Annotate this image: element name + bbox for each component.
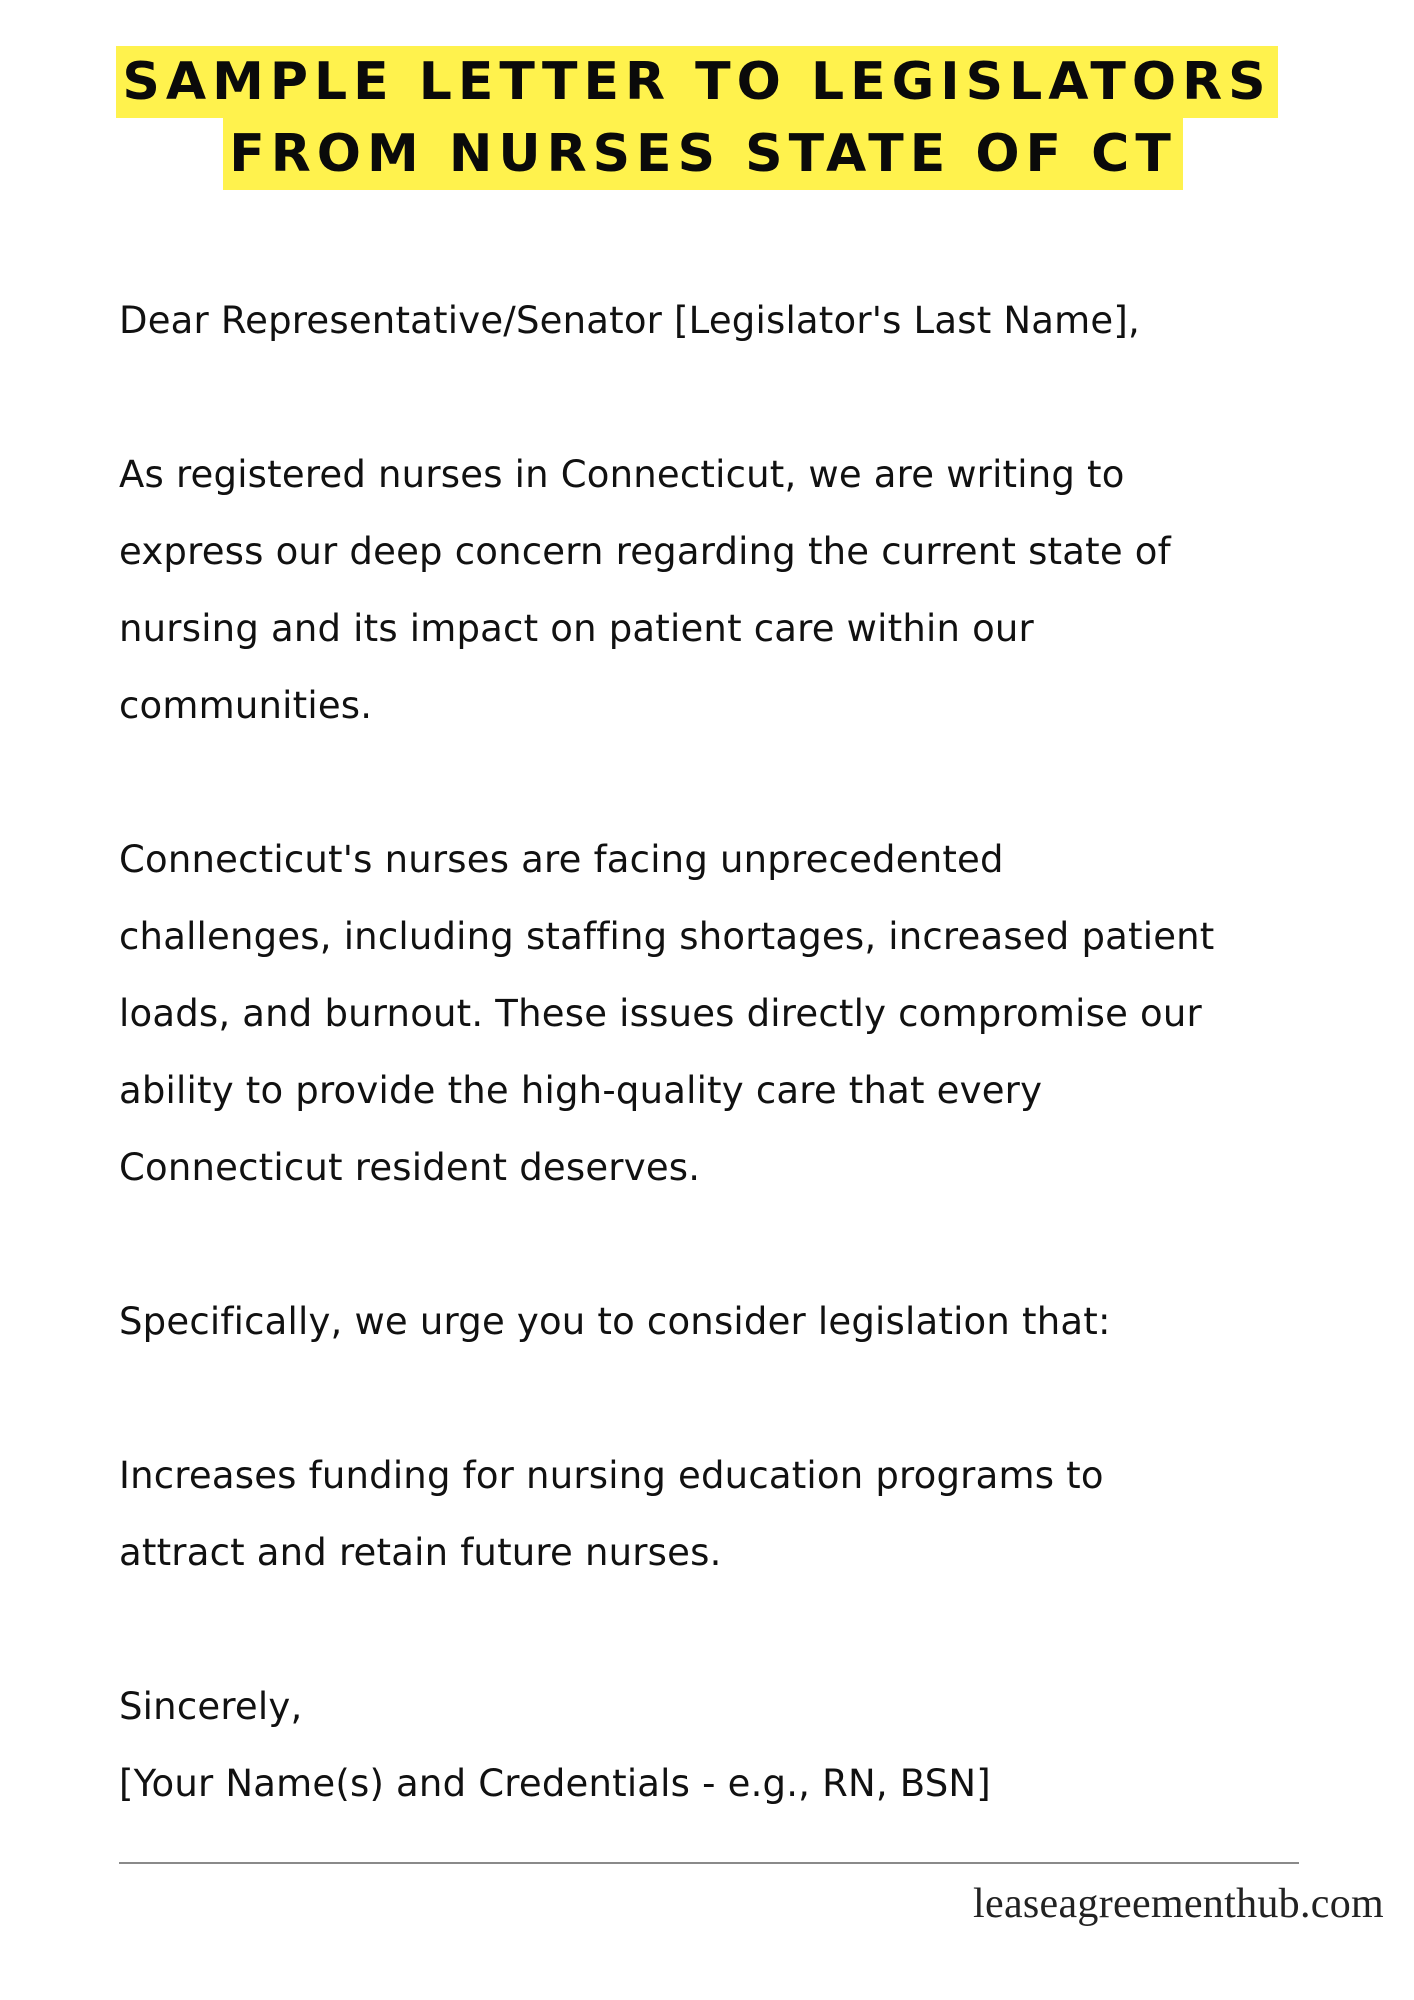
document-title — [0, 46, 1414, 190]
signature: [Your Name(s) and Credentials - e.g., RN, BSN] — [119, 1762, 991, 1805]
paragraph-urge: Specifically, we urge you to consider legislation that: — [119, 1300, 1111, 1343]
paragraph-line: ability to provide the high-quality care that every — [119, 1069, 1043, 1112]
paragraph-line: Connecticut's nurses are facing unprecedented — [119, 838, 1004, 881]
footer-divider — [119, 1862, 1299, 1864]
paragraph-funding — [119, 1437, 1349, 1591]
closing: Sincerely, — [119, 1685, 303, 1728]
signature-block — [119, 1668, 1349, 1822]
footer-site: leaseagreementhub.com — [973, 1881, 1384, 1927]
paragraph-line: loads, and burnout. These issues directly compromise our — [119, 992, 1202, 1035]
title-line-2: FROM NURSES STATE OF CT — [223, 118, 1183, 190]
paragraph-line: nursing and its impact on patient care within our — [119, 607, 1034, 650]
paragraph-line: express our deep concern regarding the current state of — [119, 530, 1171, 573]
paragraph-line: As registered nurses in Connecticut, we are writing to — [119, 453, 1125, 496]
paragraph-intro — [119, 436, 1349, 744]
paragraph-line: challenges, including staffing shortages, increased patient — [119, 915, 1215, 958]
paragraph-challenges — [119, 821, 1349, 1206]
letter-body — [119, 282, 1349, 1822]
paragraph-line: Connecticut resident deserves. — [119, 1146, 701, 1189]
paragraph-line: attract and retain future nurses. — [119, 1531, 722, 1574]
title-line-1: SAMPLE LETTER TO LEGISLATORS — [116, 46, 1277, 118]
paragraph-line: communities. — [119, 684, 373, 727]
salutation: Dear Representative/Senator [Legislator's Last Name], — [119, 299, 1140, 342]
paragraph-line: Increases funding for nursing education programs to — [119, 1454, 1104, 1497]
